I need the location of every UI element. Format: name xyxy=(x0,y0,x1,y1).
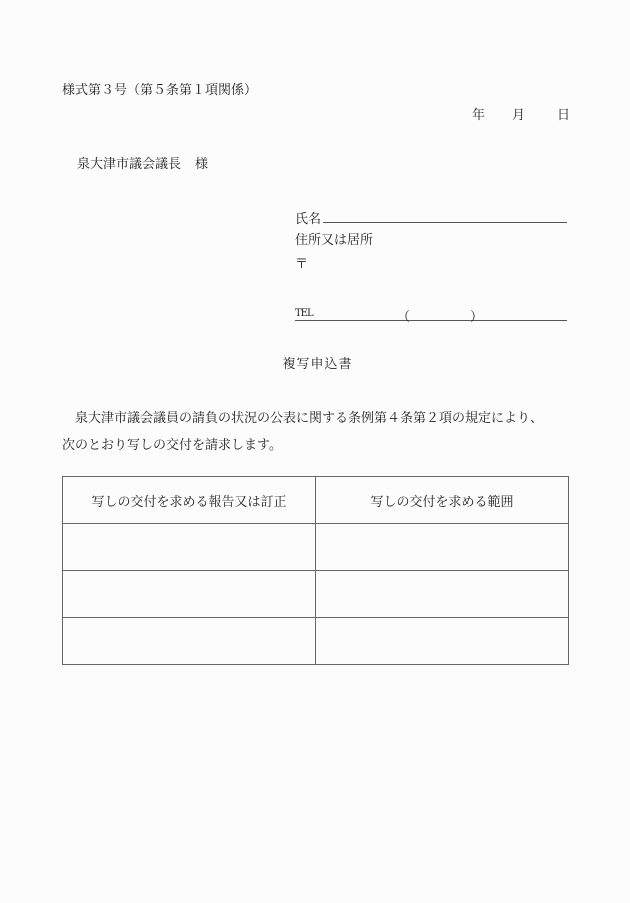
tel-close-paren: ） xyxy=(470,310,484,325)
table-header-scope: 写しの交付を求める範囲 xyxy=(316,477,569,524)
request-table xyxy=(62,476,569,665)
table-header-row xyxy=(63,477,569,524)
table-row xyxy=(63,618,569,665)
applicant-address-label: 住所又は居所 xyxy=(295,233,374,248)
postal-mark-icon: 〒 xyxy=(295,257,309,272)
applicant-name-field[interactable] xyxy=(295,208,567,227)
tel-open-paren: （ xyxy=(397,310,411,325)
table-cell-scope[interactable] xyxy=(316,524,569,571)
date-year-label: 年 xyxy=(472,108,486,123)
table-row xyxy=(63,571,569,618)
body-text-line-1: 泉大津市議会議員の請負の状況の公表に関する条例第４条第２項の規定により、 xyxy=(75,411,544,426)
table-cell-report[interactable] xyxy=(63,524,316,571)
table-header-report: 写しの交付を求める報告又は訂正 xyxy=(63,477,316,524)
applicant-tel-field[interactable] xyxy=(295,306,567,325)
table-row xyxy=(63,524,569,571)
addressee xyxy=(77,158,208,171)
addressee-name: 泉大津市議会議長 xyxy=(77,157,182,172)
table-cell-scope[interactable] xyxy=(316,571,569,618)
tel-label: TEL xyxy=(295,308,313,319)
table-cell-scope[interactable] xyxy=(316,618,569,665)
date-month-label: 月 xyxy=(512,108,526,123)
table-cell-report[interactable] xyxy=(63,571,316,618)
body-text-line-2: 次のとおり写しの交付を請求します。 xyxy=(62,438,282,453)
date-field xyxy=(472,109,570,122)
document-title-text: 複写申込書 xyxy=(282,357,353,372)
date-day-label: 日 xyxy=(557,108,571,123)
form-number: 様式第３号（第５条第１項関係） xyxy=(62,83,258,98)
addressee-honorific: 様 xyxy=(195,157,209,172)
document-title xyxy=(0,358,630,371)
table-cell-report[interactable] xyxy=(63,618,316,665)
body-text xyxy=(62,405,572,459)
applicant-name-label: 氏名 xyxy=(295,208,323,227)
